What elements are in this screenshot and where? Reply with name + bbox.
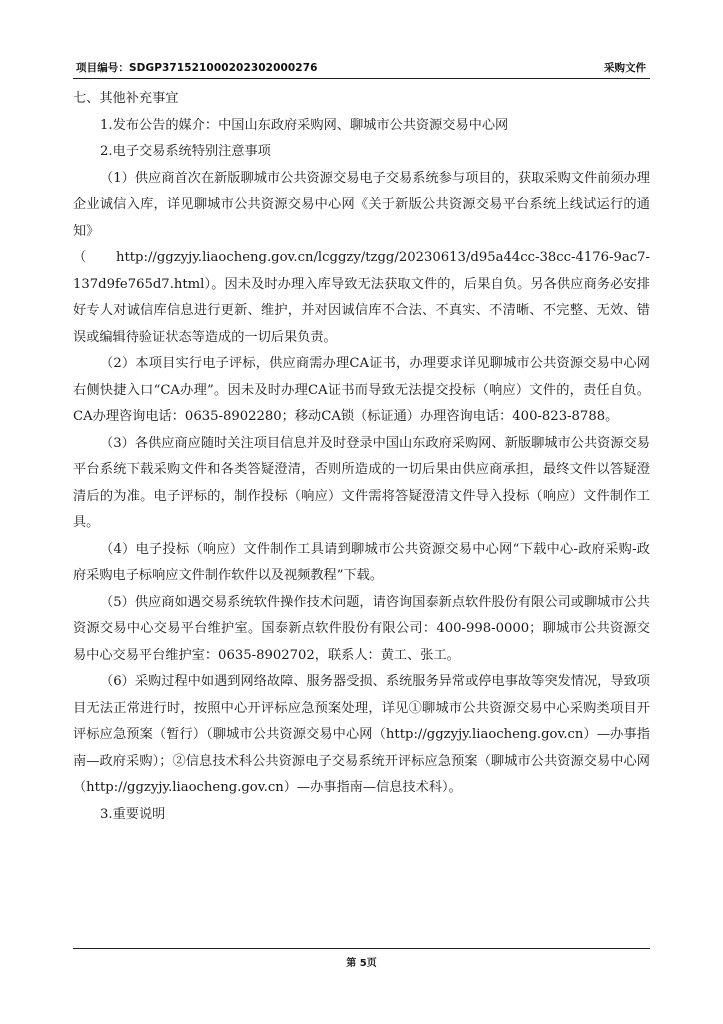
paragraph-5: （5）供应商如遇交易系统软件操作技术问题，请咨询国泰新点软件股份有限公司或聊城市公共资源交易中心交易平台维护室。国泰新点软件股份有限公司：400-998-0000；聊城市公共资源交易中心交易平台维护室：0635-8902702，联系人：黄工、张工。 (73, 594, 650, 663)
document-type: 采购文件 (604, 62, 646, 74)
item-electronic-system: 2.电子交易系统特别注意事项 (100, 144, 271, 159)
paragraph-2: （2）本项目实行电子评标，供应商需办理CA证书，办理要求详见聊城市公共资源交易中心网右侧快捷入口“CA办理”。因未及时办理CA证书而导致无法提交投标（响应）文件的，责任自负。CA办理咨询电话：0635-8902280；移动CA锁（标证通）办理咨询电话：400-823-8788。 (73, 356, 650, 424)
header-divider (73, 78, 650, 79)
page-header (73, 60, 650, 76)
item-important-notes: 3.重要说明 (100, 806, 166, 822)
paragraph-1-continued: （http://ggzyjy.liaocheng.gov.cn/lcggzy/tzgg/20230613/d95a44cc-38cc-4176-9ac7-137d9fe765d7.html）。因未及时办理入库导致无法获取文件的，后果自负。另各供应商务必安排好专人对诚信库信息进行更新、维护，并对因诚信库不合法、不真实、不清晰、不完整、无效、错误或编辑待验证状态等造成的一切后果负责。 (73, 250, 650, 345)
paragraph-6: （6）采购过程中如遇到网络故障、服务器受损、系统服务异常或停电事故等突发情况，导致项目无法正常进行时，按照中心开评标应急预案处理，详见①聊城市公共资源交易中心采购类项目开评标应急预案（暂行）（聊城市公共资源交易中心网（http://ggzyjy.liaocheng.gov.cn）—办事指南—政府采购）；②信息技术科公共资源电子交易系统开评标应急预案（聊城市公共资源交易中心网（http://ggzyjy.liaocheng.gov.cn）—办事指南—信息技术科）。 (73, 674, 650, 795)
footer-divider (73, 948, 650, 949)
page-number: 第 5页 (346, 958, 377, 969)
paragraph-4: （4）电子投标（响应）文件制作工具请到聊城市公共资源交易中心网“下载中心-政府采购-政府采购电子标响应文件制作软件以及视频教程”下载。 (73, 541, 650, 583)
page-body (73, 86, 650, 828)
paragraph-3: （3）各供应商应随时关注项目信息并及时登录中国山东政府采购网、新版聊城市公共资源交易平台系统下载采购文件和各类答疑澄清，否则所造成的一切后果由供应商承担，最终文件以答疑澄清后的为准。电子评标的，制作投标（响应）文件需将答疑澄清文件导入投标（响应）文件制作工具。 (73, 435, 650, 530)
paragraph-1: （1）供应商首次在新版聊城市公共资源交易电子交易系统参与项目的，获取采购文件前须办理企业诚信入库，详见聊城市公共资源交易中心网《关于新版公共资源交易平台系统上线试运行的通知》 (73, 170, 650, 239)
item-publish-media: 1.发布公告的媒介：中国山东政府采购网、聊城市公共资源交易中心网 (100, 117, 509, 133)
project-number: 项目编号：SDGP371521000202302000276 (76, 62, 318, 74)
section-title: 七、其他补充事宜 (73, 91, 179, 106)
